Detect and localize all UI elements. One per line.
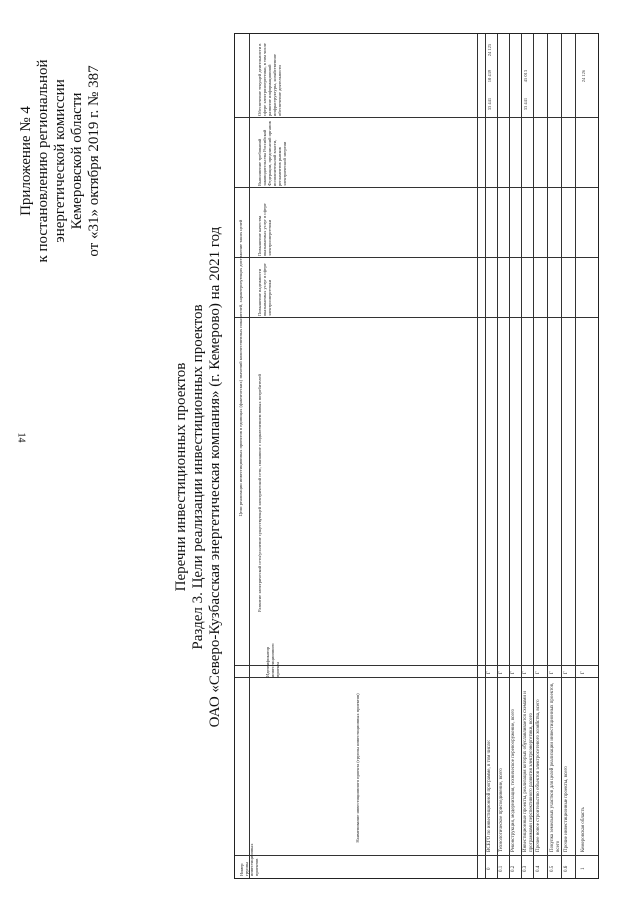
goals-table bbox=[234, 33, 599, 879]
row-id: Г bbox=[536, 671, 541, 674]
header-num: Номер группы инвестиционных проектов bbox=[239, 843, 259, 876]
annex-line: Приложение № 4 bbox=[18, 106, 34, 216]
col-divider bbox=[235, 187, 598, 188]
row-name: Технологическое присоединение, всего bbox=[499, 768, 504, 852]
row-code: 0.6 bbox=[564, 865, 569, 872]
row-divider bbox=[547, 34, 548, 878]
annex-line: от «31» октября 2019 г. № 387 bbox=[86, 65, 102, 257]
annex-line: энергетической комиссии bbox=[52, 79, 68, 243]
row-code: 0.3 bbox=[523, 865, 528, 872]
header-env: Обеспечение текущей деятельности в сфере электроэнергетики, в том числе развитие информационной инфраструктуры, хозяйственное обеспечение деятельности bbox=[257, 43, 282, 116]
row-id: Г bbox=[564, 671, 569, 674]
title-line: ОАО «Северо-Кузбасская энергетическая компания» (г. Кемерово) на 2021 год bbox=[207, 226, 223, 728]
header-goals: Цели реализации инвестиционных проектов в единицах (фактических) значений количественных показателей, характеризующих достижение таких целей bbox=[238, 219, 243, 517]
row-name: Инвестиционные проекты, реализация которых обуславливается схемами и программами перспективного развития электроэнергетики, всего bbox=[523, 691, 534, 852]
row-divider bbox=[509, 34, 510, 878]
row-id: Г bbox=[550, 671, 555, 674]
row-divider bbox=[477, 34, 478, 878]
header-reliability: Развитие электрической сети/усиление существующей электрической сети, связанное с подключением новых потребителей bbox=[257, 374, 262, 612]
header-efficiency: Повышение надежности оказываемых услуг в сфере электроэнергетики bbox=[257, 263, 272, 316]
header-quality: Повышение качества оказываемых услуг в сфере электроэнергетики bbox=[257, 203, 272, 256]
row-divider bbox=[561, 34, 562, 878]
row-divider bbox=[575, 34, 576, 878]
document-title bbox=[173, 177, 224, 777]
title-line: Перечни инвестиционных проектов bbox=[173, 362, 189, 592]
row-divider bbox=[249, 34, 250, 878]
value-cell: 33 441 bbox=[487, 97, 492, 111]
value-cell: 33 441 bbox=[523, 97, 528, 111]
row-code: 0.5 bbox=[550, 865, 555, 872]
row-id: Г bbox=[523, 671, 528, 674]
row-name: Реконструкция, модернизация, техническое перевооружение, всего bbox=[511, 709, 516, 852]
title-line: Раздел 3. Цели реализации инвестиционных проектов bbox=[190, 304, 206, 650]
row-divider bbox=[521, 34, 522, 878]
row-code: 0.1 bbox=[499, 865, 504, 872]
col-divider bbox=[235, 257, 598, 258]
row-id: Г bbox=[581, 671, 586, 674]
row-code: 0.2 bbox=[511, 865, 516, 872]
row-name: Прочее новое строительство объектов электросетевого хозяйства, всего bbox=[536, 699, 541, 852]
annex-line: Кемеровской области bbox=[69, 92, 85, 230]
value-cell: 10 439 bbox=[487, 69, 492, 83]
value-cell: 24 125 bbox=[487, 43, 492, 57]
row-name: Покупка земельных участков для целей реализации инвестиционных проектов, всего bbox=[550, 682, 561, 852]
row-code: 0 bbox=[487, 867, 492, 870]
col-divider bbox=[235, 677, 598, 678]
row-divider bbox=[485, 34, 486, 878]
header-id: Идентификатор инвестиционного проекта bbox=[265, 643, 280, 677]
rotated-sheet bbox=[8, 17, 628, 897]
row-code: 0.4 bbox=[536, 865, 541, 872]
annex-line: к постановлению региональной bbox=[35, 59, 51, 263]
annex-block bbox=[18, 41, 103, 281]
row-id: Г bbox=[511, 671, 516, 674]
value-cell: 24 126 bbox=[581, 69, 586, 83]
page-number: 14 bbox=[15, 432, 27, 443]
row-name: ВСЕГО по инвестиционной программе, в том числе: bbox=[487, 739, 492, 852]
col-divider bbox=[235, 117, 598, 118]
row-name: Кемеровская область bbox=[581, 807, 586, 852]
header-other: Выполнение требований законодательства Российской Федерации, предписаний органов исполнительной власти, регламентов рынков электрической энергии bbox=[257, 121, 287, 186]
row-name: Прочие инвестиционные проекты, всего bbox=[564, 766, 569, 852]
col-divider bbox=[235, 665, 598, 666]
row-code: 1 bbox=[581, 867, 586, 870]
row-id: Г bbox=[499, 671, 504, 674]
row-divider bbox=[497, 34, 498, 878]
col-divider bbox=[235, 317, 598, 318]
col-divider bbox=[235, 855, 598, 856]
value-cell: 45 013 bbox=[523, 69, 528, 83]
header-name: Наименование инвестиционного проекта (группы инвестиционных проектов) bbox=[355, 693, 360, 843]
row-id: Г bbox=[487, 671, 492, 674]
